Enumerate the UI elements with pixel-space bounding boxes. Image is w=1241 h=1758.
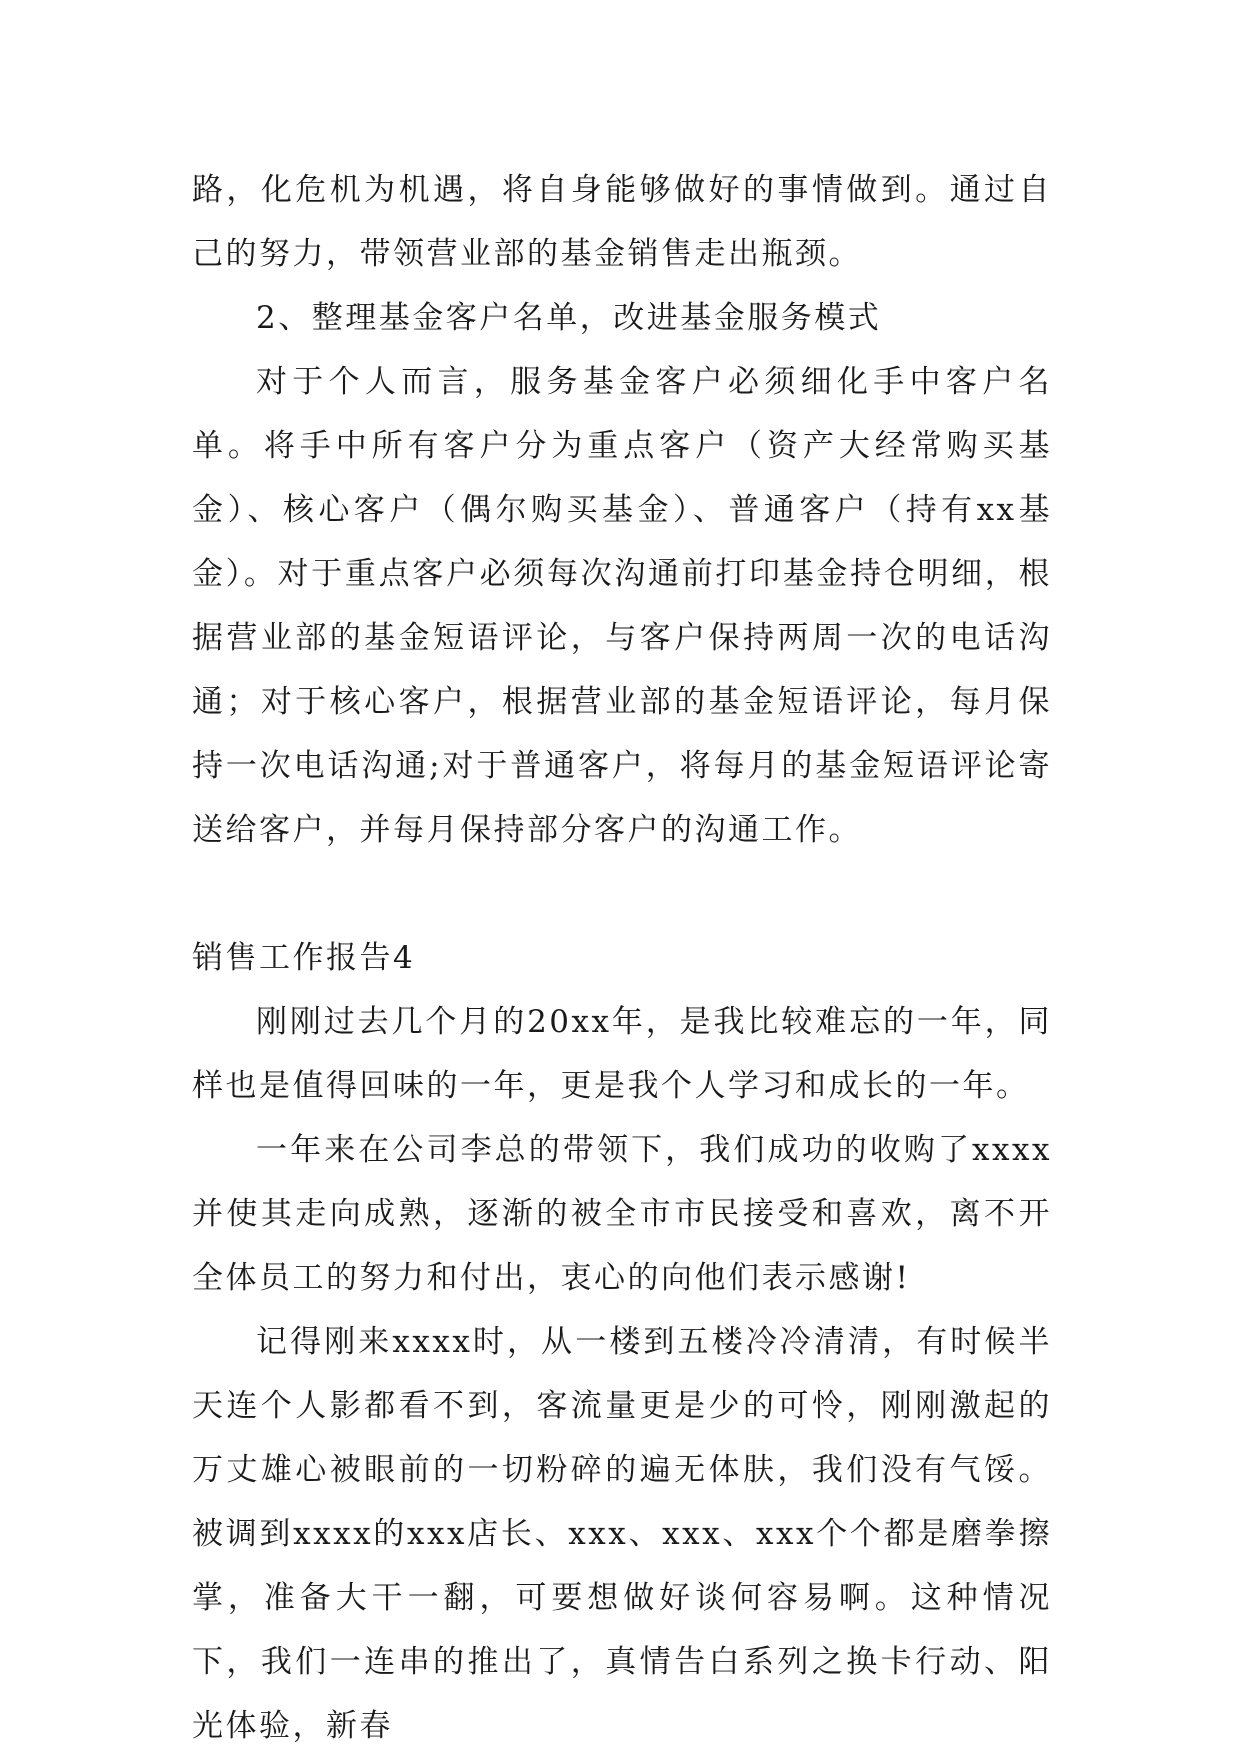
paragraph-client-list: 对于个人而言，服务基金客户必须细化手中客户名单。将手中所有客户分为重点客户（资产大经常购买基金）、核心客户（偶尔购买基金）、普通客户（持有xx基金）。对于重点客户必须每次沟通前打印基金持仓明细，根据营业部的基金短语评论，与客户保持两周一次的电话沟通；对于核心客户，根据营业部的基金短语评论，每月保持一次电话沟通;对于普通客户，将每月的基金短语评论寄送给客户，并每月保持部分客户的沟通工作。 xyxy=(192,364,1052,848)
subheading-2: 2、整理基金客户名单，改进基金服务模式 xyxy=(256,300,882,336)
section-title-report-4: 销售工作报告4 xyxy=(192,940,416,976)
paragraph-continuation: 路，化危机为机遇，将自身能够做好的事情做到。通过自己的努力，带领营业部的基金销售走出瓶颈。 xyxy=(192,172,1052,272)
paragraph-memories: 记得刚来xxxx时，从一楼到五楼冷冷清清，有时候半天连个人影都看不到，客流量更是少的可怜，刚刚激起的万丈雄心被眼前的一切粉碎的遍无体肤，我们没有气馁。被调到xxxx的xxx店长、xxx、xxx、xxx个个都是磨拳擦掌，准备大干一翻，可要想做好谈何容易啊。这种情况下，我们一连串的推出了，真情告白系列之换卡行动、阳光体验，新春 xyxy=(192,1324,1052,1744)
document-body xyxy=(192,158,1052,1758)
section-gap xyxy=(192,862,1052,926)
paragraph-year-review: 刚刚过去几个月的20xx年，是我比较难忘的一年，同样也是值得回味的一年，更是我个人学习和成长的一年。 xyxy=(192,1004,1052,1104)
paragraph-acquisition: 一年来在公司李总的带领下，我们成功的收购了xxxx并使其走向成熟，逐渐的被全市市民接受和喜欢，离不开全体员工的努力和付出，衷心的向他们表示感谢! xyxy=(192,1132,1052,1296)
